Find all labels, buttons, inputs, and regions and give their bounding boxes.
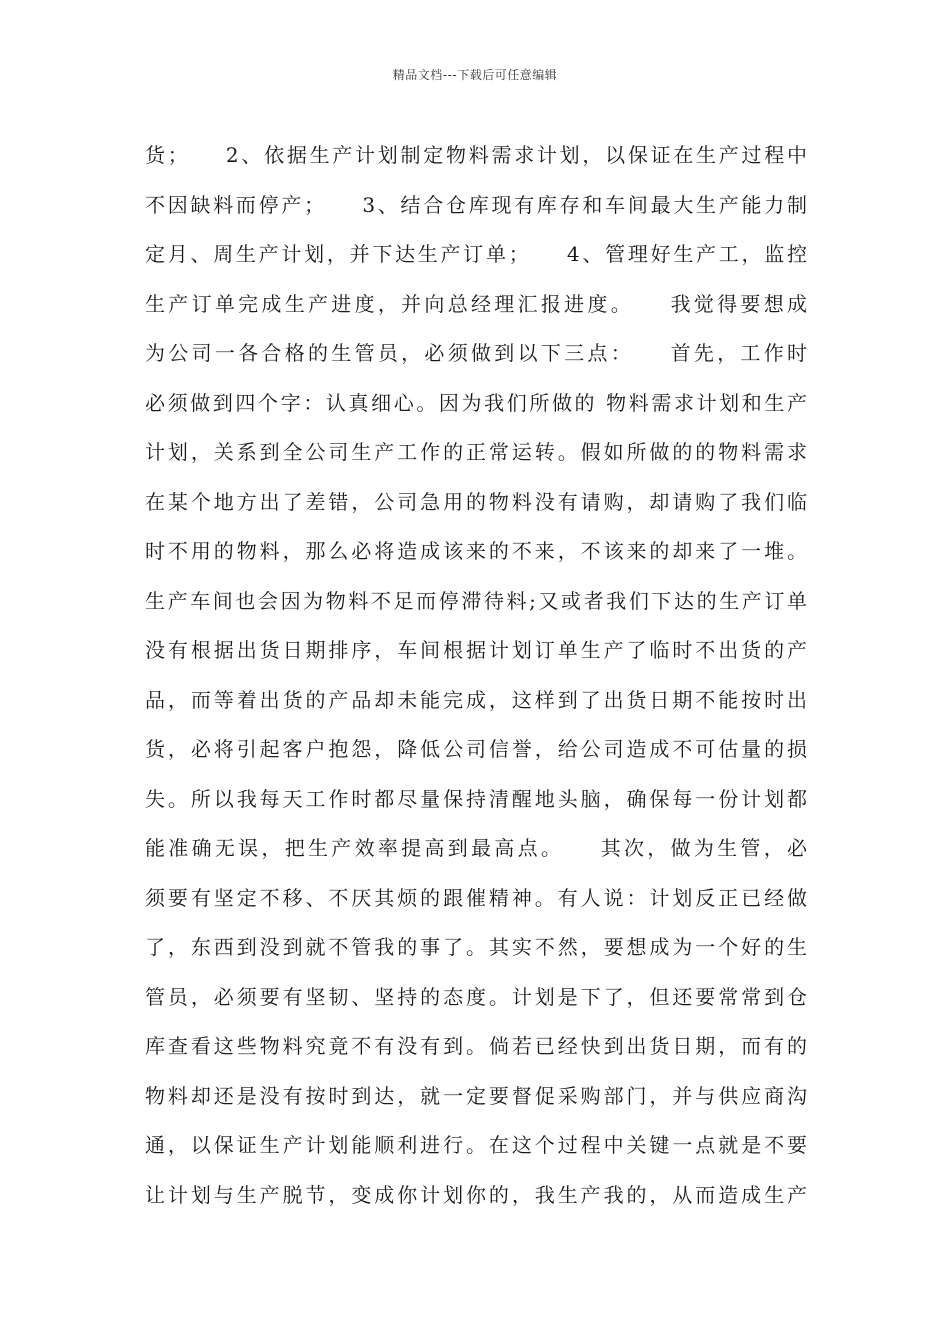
text-line: 生产订单完成生产进度，并向总经理汇报进度。 我觉得要想成 bbox=[145, 291, 807, 316]
text-line: 须要有坚定不移、不厌其烦的跟催精神。有人说：计划反正已经做 bbox=[145, 885, 807, 910]
text-line: 管员，必须要有坚韧、坚持的态度。计划是下了，但还要常常到仓 bbox=[145, 984, 807, 1009]
text-line: 让计划与生产脱节，变成你计划你的，我生产我的，从而造成生产 bbox=[145, 1182, 807, 1207]
text-line: 了，东西到没到就不管我的事了。其实不然，要想成为一个好的生 bbox=[145, 935, 807, 959]
text-line: 在某个地方出了差错，公司急用的物料没有请购，却请购了我们临 bbox=[145, 489, 807, 514]
text-line: 不因缺料而停产； 3、结合仓库现有库存和车间最大生产能力制 bbox=[145, 192, 807, 217]
text-line: 货，必将引起客户抱怨，降低公司信誉，给公司造成不可估量的损 bbox=[145, 737, 807, 761]
text-line: 品，而等着出货的产品却未能完成，这样到了出货日期不能按时出 bbox=[145, 687, 807, 712]
text-line: 为公司一各合格的生管员，必须做到以下三点： 首先，工作时 bbox=[145, 341, 807, 365]
page-header: 精品文档---下载后可任意编辑 bbox=[392, 68, 558, 82]
text-line: 时不用的物料，那么必将造成该来的不来，不该来的却来了一堆。 bbox=[145, 539, 807, 563]
text-line: 生产车间也会因为物料不足而停滞待料;又或者我们下达的生产订单 bbox=[145, 588, 807, 613]
text-line: 物料却还是没有按时到达，就一定要督促采购部门，并与供应商沟 bbox=[145, 1083, 807, 1108]
text-line: 库查看这些物料究竟不有没有到。倘若已经快到出货日期，而有的 bbox=[145, 1034, 807, 1058]
text-line: 计划，关系到全公司生产工作的正常运转。假如所做的的物料需求 bbox=[145, 440, 807, 464]
text-line: 定月、周生产计划，并下达生产订单； 4、管理好生产工，监控 bbox=[145, 242, 807, 266]
text-line: 货； 2、依据生产计划制定物料需求计划，以保证在生产过程中 bbox=[145, 143, 807, 167]
text-line: 失。所以我每天工作时都尽量保持清醒地头脑，确保每一份计划都 bbox=[145, 786, 807, 811]
text-line: 能准确无误，把生产效率提高到最高点。 其次，做为生管，必 bbox=[145, 836, 807, 860]
text-line: 通，以保证生产计划能顺利进行。在这个过程中关键一点就是不要 bbox=[145, 1133, 807, 1157]
text-line: 没有根据出货日期排序，车间根据计划订单生产了临时不出货的产 bbox=[145, 638, 807, 662]
body-text bbox=[145, 131, 807, 1220]
text-line: 必须做到四个字：认真细心。因为我们所做的 物料需求计划和生产 bbox=[145, 390, 807, 415]
